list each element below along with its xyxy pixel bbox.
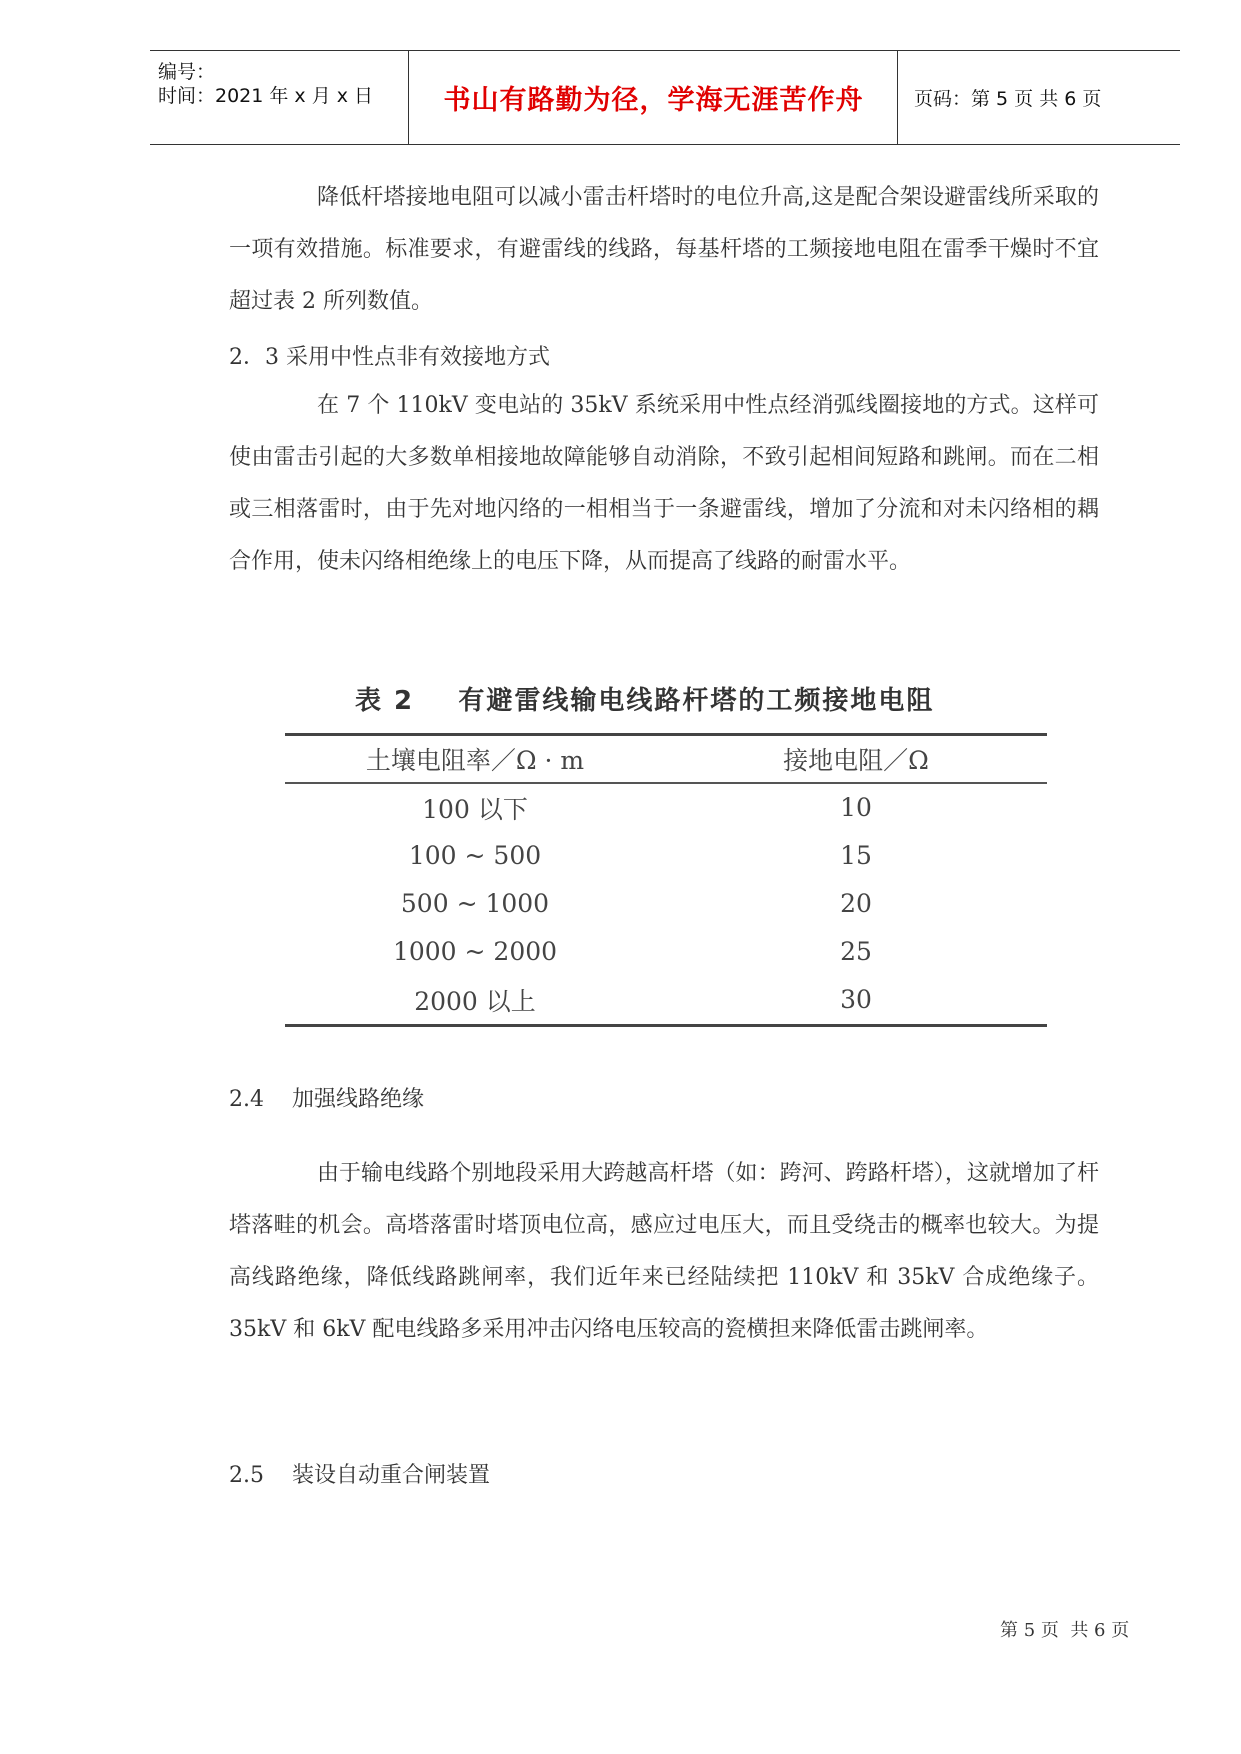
header-info-cell [150, 51, 409, 144]
header-motto-cell [410, 51, 898, 144]
table-cell: 500 ~ 1000 [400, 889, 550, 918]
header-page-info: 页码：第 5 页 共 6 页 [914, 88, 1102, 110]
body-paragraph: 在 7 个 110kV 变电站的 35kV 系统采用中性点经消弧线圈接地的方式。这样可使由雷击引起的大多数单相接地故障能够自动消除，不致引起相间短路和跳闸。而在二相或三相落雷时，由于先对地闪络的一相相当于一条避雷线，增加了分流和对未闪络相的耦合作用，使未闪络相绝缘上的电压下降，从而提高了线路的耐雷水平。 [229, 393, 1099, 574]
table-row [285, 880, 1047, 928]
body-paragraph: 降低杆塔接地电阻可以减小雷击杆塔时的电位升高,这是配合架设避雷线所采取的一项有效措施。标准要求，有避雷线的线路，每基杆塔的工频接地电阻在雷季干燥时不宜超过表 2 所列数值。 [229, 185, 1099, 314]
table-row [285, 784, 1047, 832]
table-cell: 20 [840, 889, 872, 918]
table-cell: 30 [840, 985, 872, 1014]
header-motto: 书山有路勤为径，学海无涯苦作舟 [443, 85, 864, 116]
page-header [150, 50, 1180, 145]
table-cell: 1000 ~ 2000 [392, 937, 558, 966]
body-paragraph: 由于输电线路个别地段采用大跨越高杆塔（如：跨河、跨路杆塔），这就增加了杆塔落畦的机会。高塔落雷时塔顶电位高，感应过电压大，而且受绕击的概率也较大。为提高线路绝缘，降低线路跳闸率，我们近年来已经陆续把 110kV 和 35kV 合成绝缘子。35kV 和 6kV 配电线路多采用冲击闪络电压较高的瓷横担来降低雷击跳闸率。 [229, 1161, 1099, 1342]
section-heading: 2.4 加强线路绝缘 [229, 1087, 424, 1112]
resistance-table [285, 733, 1047, 1027]
section-heading: 2.5 装设自动重合闸装置 [229, 1463, 490, 1488]
table-cell: 2000 以上 [414, 986, 536, 1016]
table-cell: 10 [840, 793, 872, 822]
table-header-cell: 土壤电阻率／Ω · m [365, 746, 585, 775]
section-heading: 2．3 采用中性点非有效接地方式 [229, 345, 550, 370]
table-header-row [285, 736, 1047, 782]
header-page-cell [900, 51, 1180, 144]
table-header-cell: 接地电阻／Ω [783, 746, 929, 775]
table-cell: 100 ~ 500 [408, 841, 542, 870]
table-bottom-rule [285, 1024, 1047, 1027]
table-cell: 15 [840, 841, 872, 870]
table-row [285, 976, 1047, 1024]
table-row [285, 928, 1047, 976]
table-cell: 100 以下 [422, 794, 528, 824]
document-number-label: 编号： [158, 61, 216, 83]
document-time-label: 时间：2021 年 x 月 x 日 [158, 85, 374, 107]
table-row [285, 832, 1047, 880]
page-footer: 第 5 页 共 6 页 [1000, 1620, 1130, 1641]
table-cell: 25 [840, 937, 872, 966]
table-caption: 表 2 有避雷线输电线路杆塔的工频接地电阻 [355, 686, 935, 716]
